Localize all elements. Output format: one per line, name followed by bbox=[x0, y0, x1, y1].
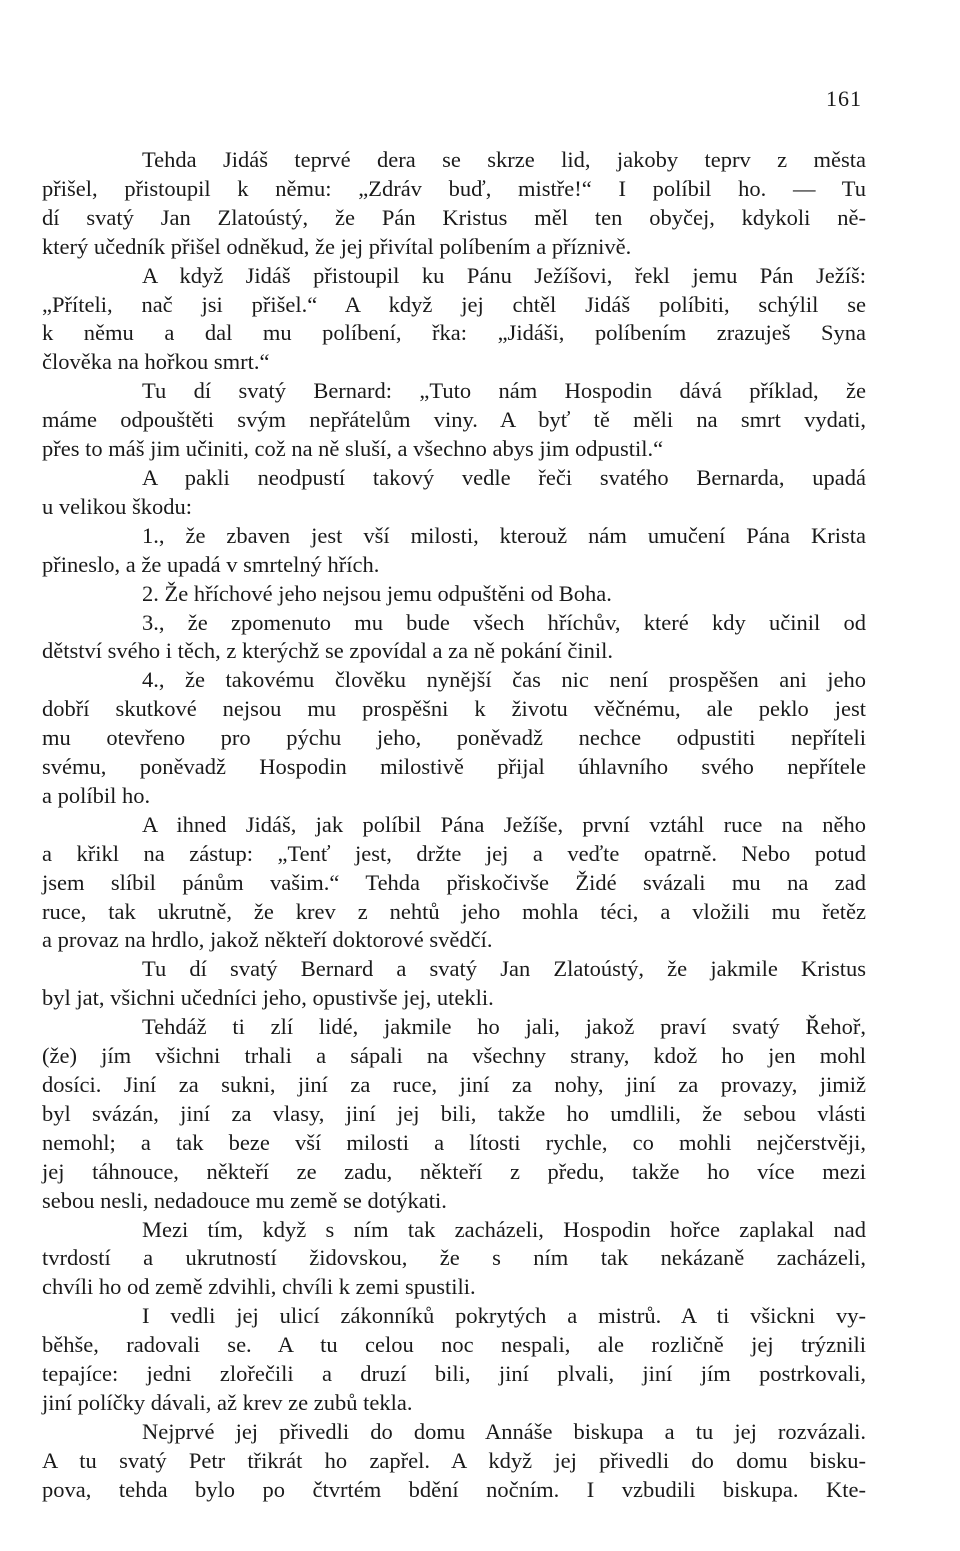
text-line: Tu dí svatý Bernard: „Tuto nám Hospodin dává příklad, že bbox=[142, 378, 866, 404]
paragraph bbox=[42, 1302, 866, 1418]
text-line: jsem slíbil pánům vašim.“ Tehda přiskočivše Židé svázali mu na zad bbox=[42, 869, 866, 895]
text-line: ruce, tak ukrutně, že krev z nehtů jeho mohla téci, a vložili mu řetěz bbox=[42, 898, 866, 924]
paragraph bbox=[42, 955, 866, 1013]
text-line: Mezi tím, když s ním tak zacházeli, Hospodin hořce zaplakal nad bbox=[142, 1216, 866, 1242]
paragraph bbox=[42, 522, 866, 580]
paragraph bbox=[42, 609, 866, 667]
paragraph bbox=[42, 1418, 866, 1505]
text-line: jiní políčky dávali, až krev ze zubů tekla. bbox=[42, 1389, 413, 1415]
text-line: 4., že takovému člověku nynější čas nic není prospěšen ani jeho bbox=[142, 667, 866, 693]
text-line: běhše, radovali se. A tu celou noc nespali, ale rozličně jej trýznili bbox=[42, 1332, 866, 1358]
text-line: pova, tehda bylo po čtvrtém bdění nočním. I vzbudili biskupa. Kte- bbox=[42, 1476, 866, 1502]
text-line: 3., že zpomenuto mu bude všech hříchův, které kdy učinil od bbox=[142, 609, 866, 635]
text-line: přes to máš jim učiniti, což na ně sluší, a všechno abys jim odpustil.“ bbox=[42, 436, 664, 462]
text-line: A ihned Jidáš, jak políbil Pána Ježíše, první vztáhl ruce na něho bbox=[142, 811, 866, 837]
text-line: „Příteli, nač jsi přišel.“ A když jej chtěl Jidáš políbiti, schýlil se bbox=[42, 291, 866, 317]
text-line: mu otevřeno pro pýchu jeho, poněvadž nechce odpustiti nepříteli bbox=[42, 725, 866, 751]
text-line: a křikl na zástup: „Tenť jest, držte jej a veďte opatrně. Nebo potud bbox=[42, 840, 866, 866]
page-number: 161 bbox=[826, 86, 862, 111]
text-line: u velikou škodu: bbox=[42, 493, 192, 519]
text-line: a provaz na hrdlo, jakož někteří doktorové svědčí. bbox=[42, 927, 493, 953]
paragraph bbox=[42, 666, 866, 811]
text-line: dětství svého i těch, z kterýchž se zpovídal a za ně pokání činil. bbox=[42, 638, 614, 664]
text-line: Tehdáž ti zlí lidé, jakmile ho jali, jakož praví svatý Řehoř, bbox=[142, 1014, 866, 1040]
paragraph bbox=[42, 1013, 866, 1215]
text-line: 2. Že hříchové jeho nejsou jemu odpuštěni od Boha. bbox=[142, 580, 612, 606]
paragraph bbox=[42, 377, 866, 464]
paragraph bbox=[92, 580, 866, 609]
text-line: A tu svatý Petr třikrát ho zapřel. A když jej přivedli do domu bisku- bbox=[42, 1447, 866, 1473]
text-line: a políbil ho. bbox=[42, 782, 151, 808]
text-line: svému, poněvadž Hospodin milostivě přijal úhlavního svého nepřítele bbox=[42, 754, 866, 780]
text-line: dí svatý Jan Zlatoústý, že Pán Kristus měl ten obyčej, kdykoli ně- bbox=[42, 204, 866, 230]
text-line: A když Jidáš přistoupil ku Pánu Ježíšovi, řekl jemu Pán Ježíš: bbox=[142, 262, 866, 288]
paragraph bbox=[42, 146, 866, 262]
text-line: Tu dí svatý Bernard a svatý Jan Zlatoústý, že jakmile Kristus bbox=[142, 956, 866, 982]
text-line: byl svázán, jiní za vlasy, jiní jej bili, takže ho umdlili, že sebou vlásti bbox=[42, 1100, 866, 1126]
text-line: člověka na hořkou smrt.“ bbox=[42, 349, 270, 375]
text-line: I vedli jej ulicí zákonníků pokrytých a mistrů. A ti všickni vy- bbox=[142, 1303, 866, 1329]
text-line: přineslo, a že upadá v smrtelný hřích. bbox=[42, 551, 380, 577]
text-line: sebou nesli, nedadouce mu země se dotýkati. bbox=[42, 1187, 447, 1213]
text-line: tepajíce: jedni zlořečili a druzí bili, jiní plvali, jiní jím postrkovali, bbox=[42, 1361, 866, 1387]
text-line: přišel, přistoupil k němu: „Zdráv buď, mistře!“ I políbil ho. — Tu bbox=[42, 175, 866, 201]
text-line: dobří skutkové nejsou mu prospěšni k životu věčnému, ale peklo jest bbox=[42, 696, 866, 722]
text-line: nemohl; a tak beze vší milosti a lítosti rychle, co mohli nejčerstvěji, bbox=[42, 1129, 866, 1155]
text-line: který učedník přišel odněkud, že jej přivítal políbením a příznivě. bbox=[42, 233, 632, 259]
paragraph bbox=[42, 811, 866, 956]
text-line: chvíli ho od země zdvihli, chvíli k zemi spustili. bbox=[42, 1274, 476, 1300]
paragraph bbox=[42, 262, 866, 378]
text-line: 1., že zbaven jest vší milosti, kterouž nám umučení Pána Krista bbox=[142, 522, 866, 548]
text-line: byl jat, všichni učedníci jeho, opustivše jej, utekli. bbox=[42, 985, 494, 1011]
text-line: jej táhnouce, někteří ze zadu, někteří z předu, takže ho více mezi bbox=[42, 1158, 866, 1184]
paragraph bbox=[42, 464, 866, 522]
text-line: (že) jím všichni trhali a sápali na všechny strany, kdož ho jen mohl bbox=[42, 1043, 866, 1069]
paragraph bbox=[42, 1216, 866, 1303]
text-line: máme odpouštěti svým nepřátelům viny. A byť tě měli na smrt vydati, bbox=[42, 407, 866, 433]
text-line: A pakli neodpustí takový vedle řeči svatého Bernarda, upadá bbox=[142, 464, 866, 490]
text-line: dosíci. Jiní za sukni, jiní za ruce, jiní za nohy, jiní za provazy, jimiž bbox=[42, 1072, 866, 1097]
text-line: Nejprvé jej přivedli do domu Annáše biskupa a tu jej rozvázali. bbox=[142, 1418, 866, 1444]
text-line: Tehda Jidáš teprvé dera se skrze lid, jakoby teprv z města bbox=[142, 147, 866, 172]
text-line: k němu a dal mu políbení, řka: „Jidáši, políbením zrazuješ Syna bbox=[42, 320, 866, 346]
body-text bbox=[42, 146, 866, 1505]
text-line: tvrdostí a ukrutností židovskou, že s ním tak nekázaně zacházeli, bbox=[42, 1245, 866, 1271]
